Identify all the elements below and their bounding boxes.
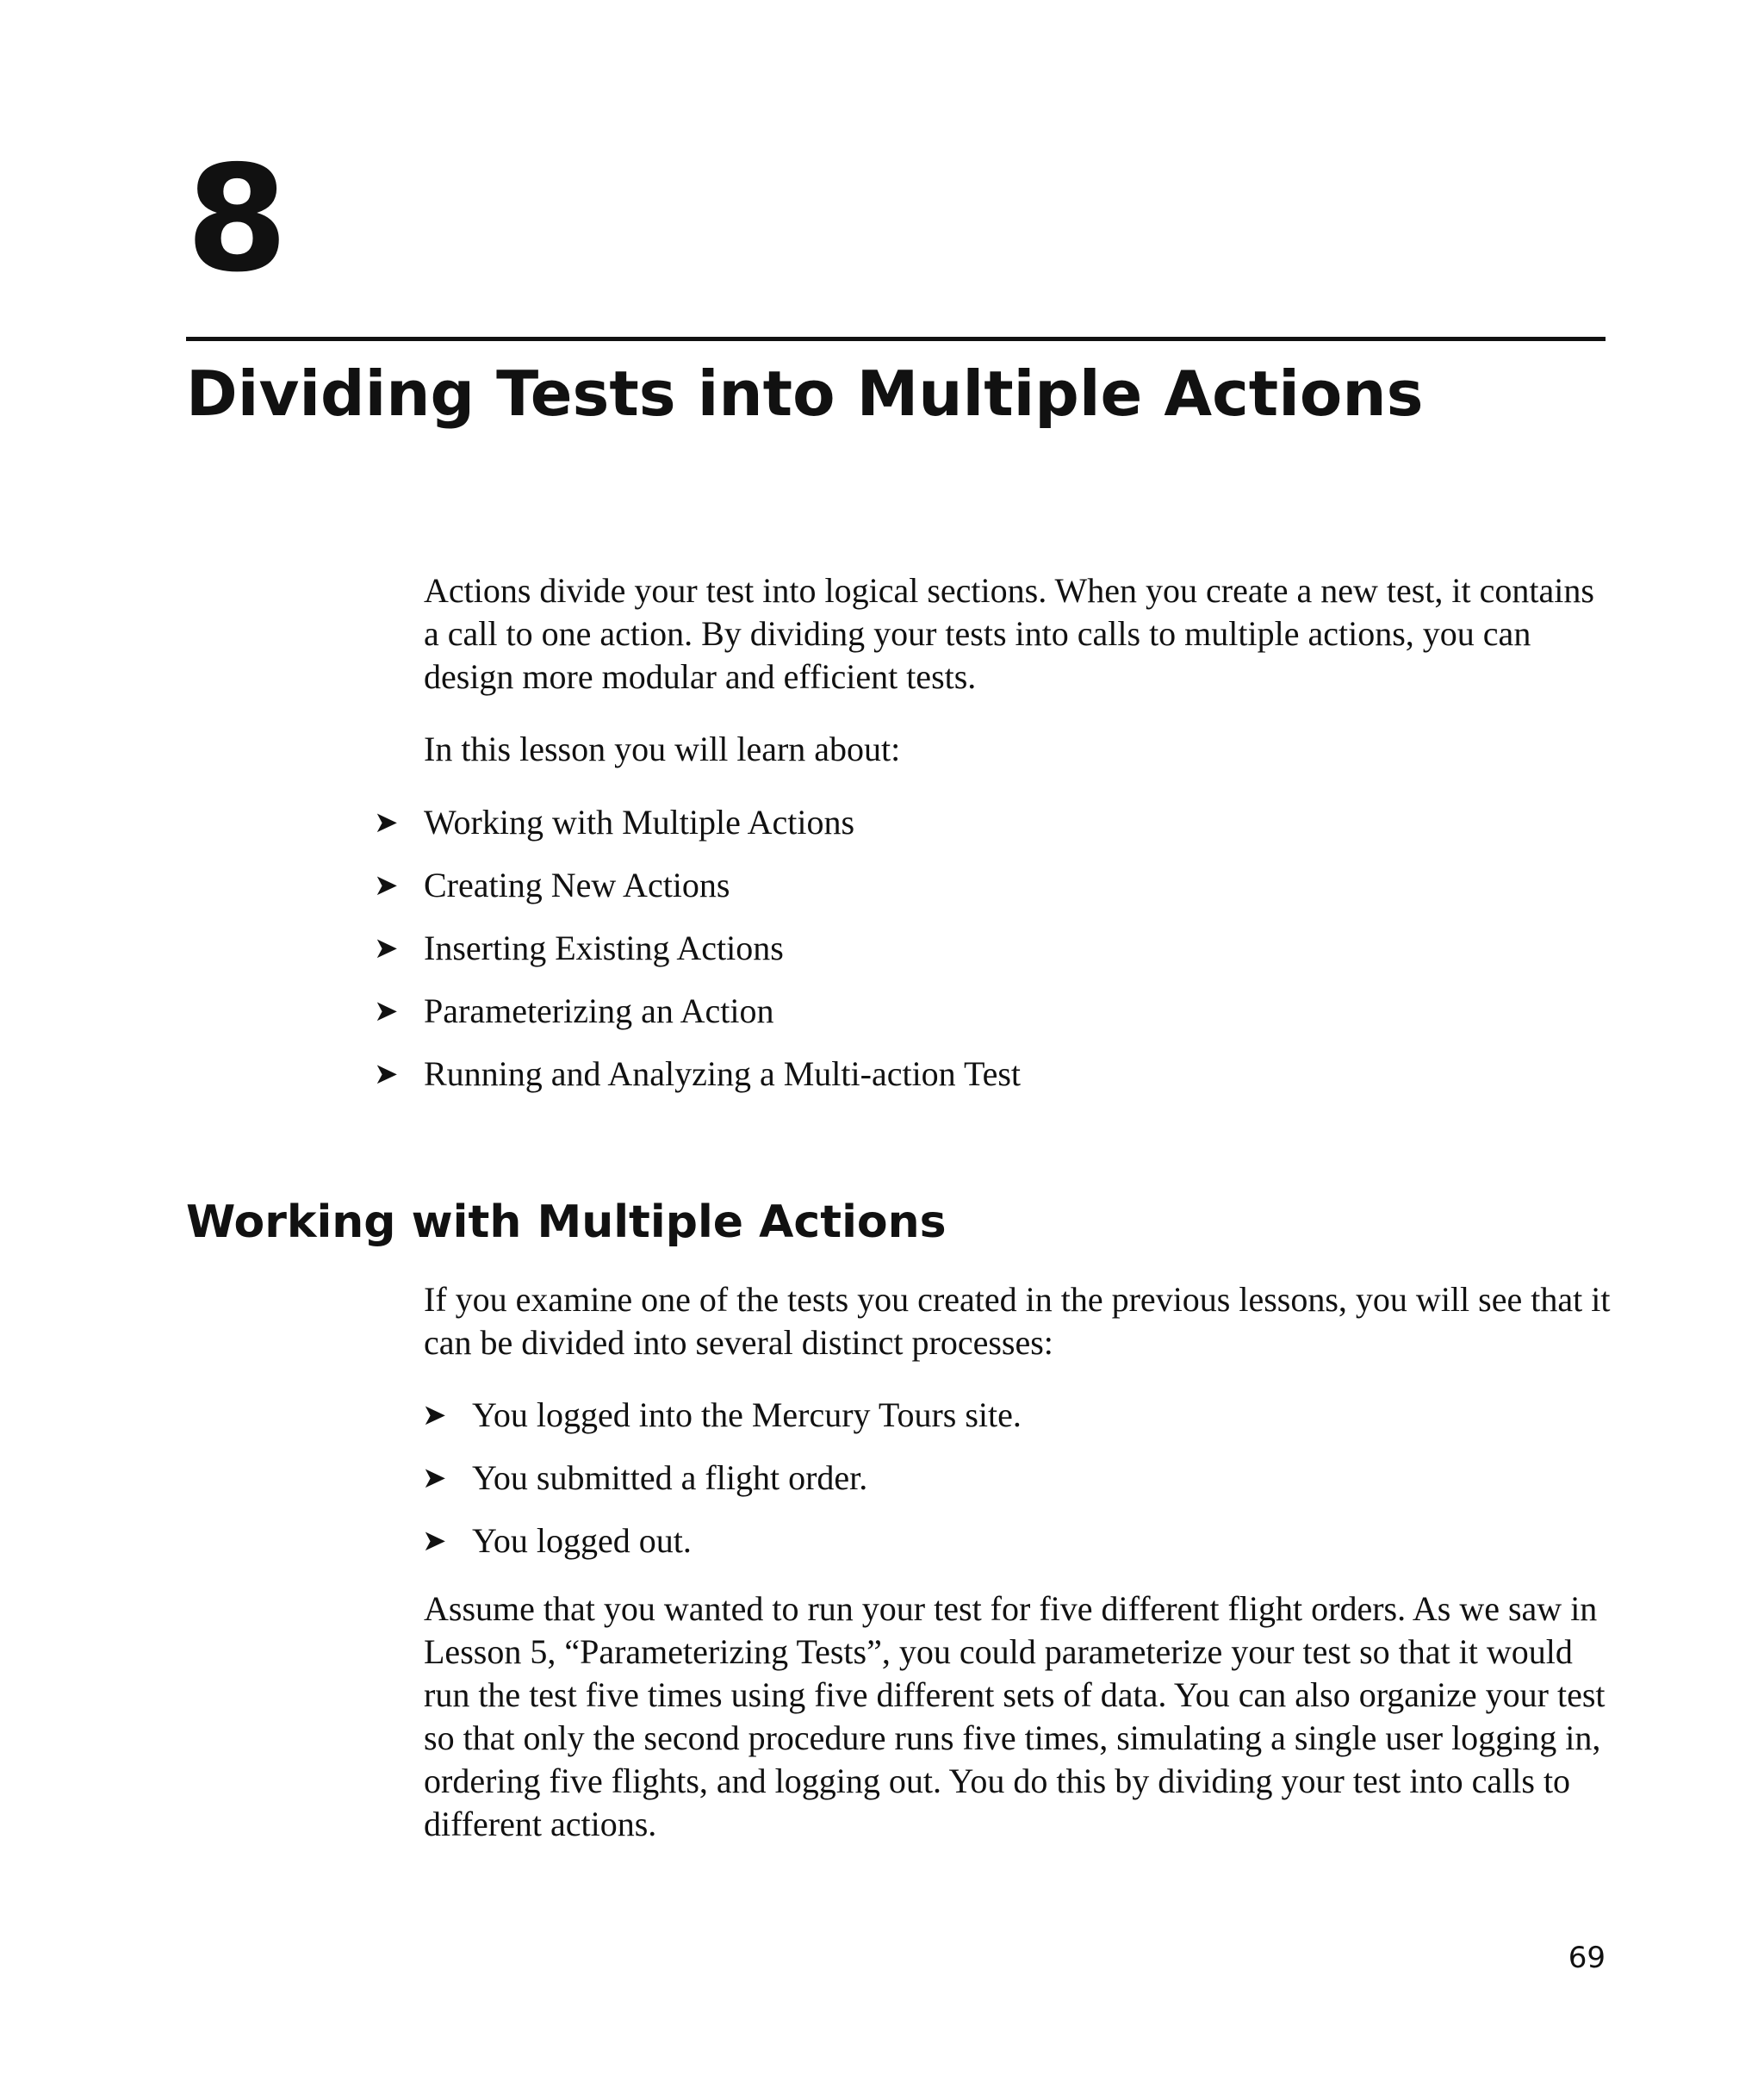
lesson-lead-in: In this lesson you will learn about: xyxy=(424,730,901,768)
list-item-text: You submitted a flight order. xyxy=(472,1458,868,1497)
list-item xyxy=(374,990,1612,1033)
list-item-text: You logged into the Mercury Tours site. xyxy=(472,1395,1022,1434)
list-item xyxy=(374,864,1612,907)
arrow-bullet-icon: ➤ xyxy=(422,1398,447,1432)
arrow-bullet-icon: ➤ xyxy=(374,994,399,1028)
list-item xyxy=(374,1053,1612,1096)
chapter-divider xyxy=(186,337,1606,341)
section-heading: Working with Multiple Actions xyxy=(186,1196,947,1248)
chapter-title: Dividing Tests into Multiple Actions xyxy=(186,357,1424,430)
list-item xyxy=(374,927,1612,970)
chapter-number: 8 xyxy=(186,134,287,305)
section-body-paragraph: Assume that you wanted to run your test for five different flight orders. As we saw in Lesson 5, “Parameterizing Tests”, you could parameterize your test so that it would run the test five times using five different sets of data. You can also organize your test so that only the second procedure runs five times, simulating a single user logging in, ordering five flights, and logging out. You do this by dividing your test into calls to different actions. xyxy=(424,1589,1606,1843)
intro-section xyxy=(424,569,1612,771)
arrow-bullet-icon: ➤ xyxy=(374,1057,399,1091)
process-steps-list xyxy=(422,1394,1609,1582)
list-item xyxy=(422,1457,1609,1500)
lesson-topics-list xyxy=(374,801,1612,1115)
arrow-bullet-icon: ➤ xyxy=(374,868,399,903)
list-item-text: Running and Analyzing a Multi-action Test xyxy=(424,1054,1022,1093)
list-item-text: You logged out. xyxy=(472,1521,692,1560)
list-item-text: Inserting Existing Actions xyxy=(424,929,784,967)
arrow-bullet-icon: ➤ xyxy=(374,805,399,840)
list-item xyxy=(374,801,1612,844)
list-item-text: Parameterizing an Action xyxy=(424,991,774,1030)
page-number: 69 xyxy=(1568,1941,1606,1975)
list-item xyxy=(422,1519,1609,1563)
arrow-bullet-icon: ➤ xyxy=(422,1461,447,1495)
list-item xyxy=(422,1394,1609,1437)
arrow-bullet-icon: ➤ xyxy=(422,1524,447,1558)
list-item-text: Working with Multiple Actions xyxy=(424,803,855,842)
intro-paragraph: Actions divide your test into logical sections. When you create a new test, it contains a call to one action. By dividing your tests into calls to multiple actions, you can design more modular and efficient tests. xyxy=(424,571,1594,696)
list-item-text: Creating New Actions xyxy=(424,866,730,904)
arrow-bullet-icon: ➤ xyxy=(374,931,399,966)
section-intro-paragraph: If you examine one of the tests you created in the previous lessons, you will see that it can be divided into several distinct processes: xyxy=(424,1280,1611,1362)
